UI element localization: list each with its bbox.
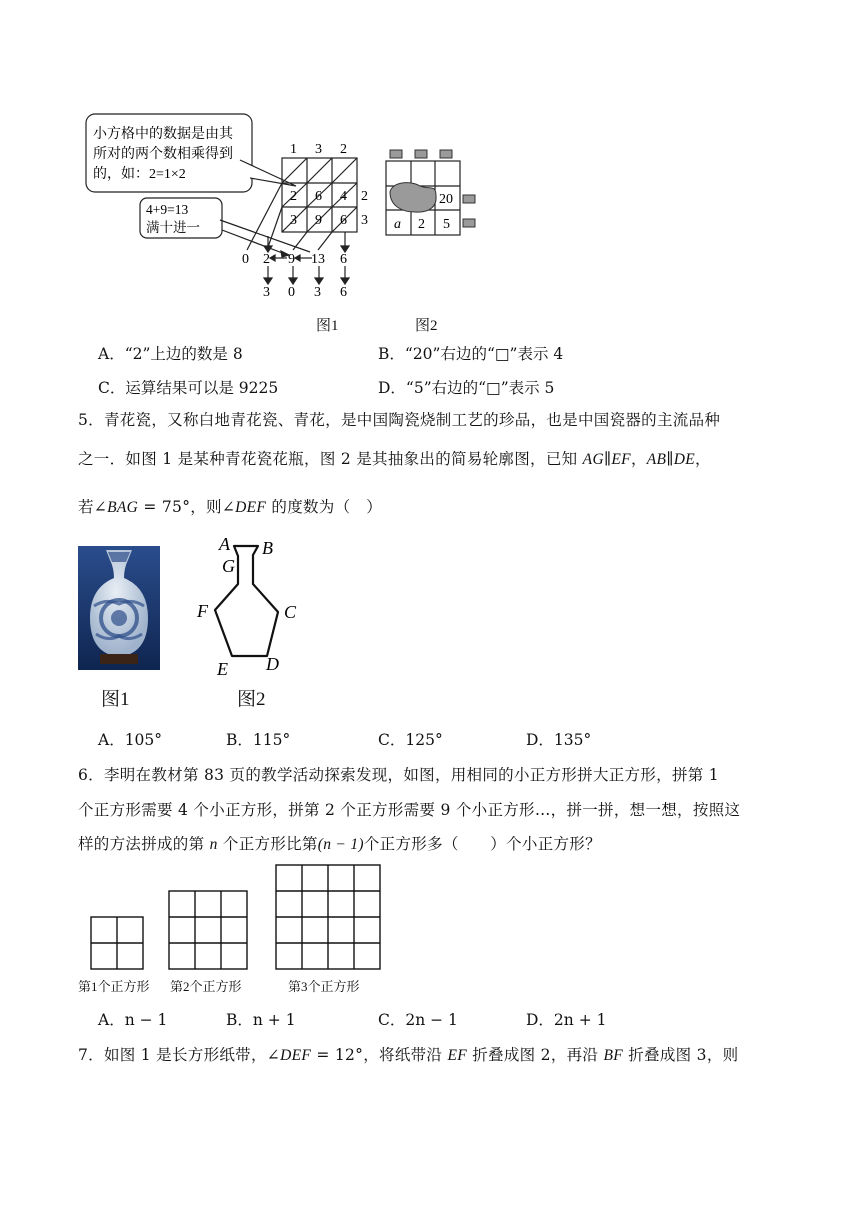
- q6-option-a: A．n − 1: [98, 1011, 168, 1029]
- q5-caption-fig1: 图1: [101, 689, 130, 710]
- fig1-sum-2: 9: [288, 252, 295, 267]
- fig1-right-1: 2: [361, 189, 368, 204]
- q6-n-minus-1: (n − 1): [317, 836, 364, 853]
- q7-g: 折叠成图 3，则: [623, 1046, 739, 1064]
- fig1-cell-r1c1: 2: [290, 189, 297, 204]
- point-a: A: [219, 534, 230, 554]
- q6-caption-2: 第2个正方形: [170, 979, 242, 994]
- point-f: F: [197, 601, 208, 621]
- q6-l3-d: 个正方形多（ ）个小正方形？: [363, 835, 601, 853]
- callout-small-line-1: 4+9=13: [146, 202, 189, 217]
- q5-line-2-text: 之一．如图 1 是某种青花瓷花瓶，图 2 是其抽象出的简易轮廓图，已知: [78, 450, 583, 468]
- q4-option-c: C．运算结果可以是 9225: [98, 379, 279, 397]
- fig1-cell-r1c3: 4: [340, 189, 347, 204]
- fig1-result-4: 6: [340, 285, 347, 300]
- point-c: C: [284, 602, 297, 622]
- q5-l3-c: = 75°，则∠: [138, 498, 236, 516]
- fig1-top-2: 3: [315, 142, 322, 157]
- q5-option-a: A．105°: [98, 731, 163, 749]
- q6-n: n: [209, 836, 218, 853]
- q5-line-1: 5．青花瓷，又称白地青花瓷、青花，是中国陶瓷烧制工艺的珍品，也是中国瓷器的主流品种: [78, 411, 721, 429]
- fig2-cell-5: 5: [443, 217, 450, 232]
- q7-a: 7．如图 1 是长方形纸带，∠: [78, 1046, 281, 1064]
- q6-line-2: 个正方形需要 4 个小正方形，拼第 2 个正方形需要 9 个小正方形…，拼一拼，想一想，按照这: [78, 801, 741, 819]
- callout-line-1: 小方格中的数据是由其: [93, 127, 233, 142]
- square-grids-figure: [88, 862, 384, 972]
- fig1-top-3: 2: [340, 142, 347, 157]
- fig1-cell-r1c2: 6: [315, 189, 322, 204]
- fig2-cell-2: 2: [418, 217, 425, 232]
- q4-option-d: D．“5”右边的“□”表示 5: [378, 379, 555, 397]
- q5-line-3: [78, 496, 382, 519]
- q6-caption-3: 第3个正方形: [288, 979, 360, 994]
- q7-bf: BF: [603, 1047, 623, 1064]
- vase-photo: [78, 546, 160, 670]
- q5-def: DEF: [235, 499, 267, 516]
- fig1-cell-r2c1: 3: [290, 213, 297, 228]
- q4-option-b: B．“20”右边的“□”表示 4: [378, 345, 564, 363]
- q7-e: 折叠成图 2，再沿: [467, 1046, 604, 1064]
- q5-ab-de: AB∥DE: [646, 451, 696, 468]
- fig1-sum-4: 6: [340, 252, 347, 267]
- q5-l3-a: 若∠: [78, 498, 108, 516]
- q6-line-3: [78, 833, 601, 856]
- q7-def: DEF: [280, 1047, 312, 1064]
- q5-option-b: B．115°: [226, 731, 291, 749]
- q7-ef: EF: [447, 1047, 467, 1064]
- q6-l3-b: 个正方形比第: [217, 835, 318, 853]
- square-grid-3: [276, 865, 380, 969]
- fig1-result-2: 0: [288, 285, 295, 300]
- q5-line-2: [78, 448, 711, 471]
- q4-caption-fig1: 图1: [316, 318, 339, 334]
- q7-line-1: [78, 1044, 738, 1067]
- fig1-sum-0: 0: [242, 252, 249, 267]
- q5-comma-2: ，: [695, 450, 711, 468]
- point-e: E: [217, 659, 228, 679]
- fig2-ink-blot: [390, 183, 436, 212]
- q6-caption-1: 第1个正方形: [78, 979, 150, 994]
- q5-bag: BAG: [107, 499, 139, 516]
- fig1-sum-3: 13: [311, 252, 325, 267]
- point-b: B: [262, 538, 273, 558]
- fig1-right-2: 3: [361, 213, 368, 228]
- fig1-top-1: 1: [290, 142, 297, 157]
- q5-l3-e: 的度数为（ ）: [266, 498, 382, 516]
- q5-option-c: C．125°: [378, 731, 443, 749]
- fig1-result-1: 3: [263, 285, 270, 300]
- q6-option-d: D．2n + 1: [526, 1011, 607, 1029]
- callout-line-2: 所对的两个数相乘得到: [93, 147, 233, 162]
- fig1-result-3: 3: [314, 285, 321, 300]
- q6-option-c: C．2n − 1: [378, 1011, 458, 1029]
- square-grid-1: [91, 917, 143, 969]
- q6-l3-a: 样的方法拼成的第: [78, 835, 210, 853]
- vase-outline-figure: [190, 530, 310, 680]
- q5-comma-1: ，: [630, 450, 647, 468]
- fig2-cell-a: a: [394, 217, 401, 232]
- point-g: G: [222, 556, 235, 576]
- q6-option-b: B．n + 1: [226, 1011, 296, 1029]
- q7-c: = 12°，将纸带沿: [311, 1046, 448, 1064]
- q4-caption-fig2: 图2: [415, 318, 438, 334]
- q5-ag-ef: AG∥EF: [582, 451, 631, 468]
- fig2-cell-20: 20: [439, 192, 453, 207]
- fig1-cell-r2c2: 9: [315, 213, 322, 228]
- fig1-cell-r2c3: 6: [340, 213, 347, 228]
- q6-line-1: 6．李明在教材第 83 页的教学活动探索发现，如图，用相同的小正方形拼大正方形，拼第 1: [78, 766, 719, 784]
- q4-figure: [80, 108, 500, 308]
- square-grid-2: [169, 891, 247, 969]
- point-d: D: [266, 654, 279, 674]
- q5-caption-fig2: 图2: [237, 689, 266, 710]
- fig1-sum-1: 2: [263, 252, 270, 267]
- callout-small-line-2: 满十进一: [146, 220, 200, 235]
- callout-line-3: 的，如：2=1×2: [93, 167, 186, 182]
- q5-option-d: D．135°: [526, 731, 592, 749]
- q4-option-a: A．“2”上边的数是 8: [98, 345, 243, 363]
